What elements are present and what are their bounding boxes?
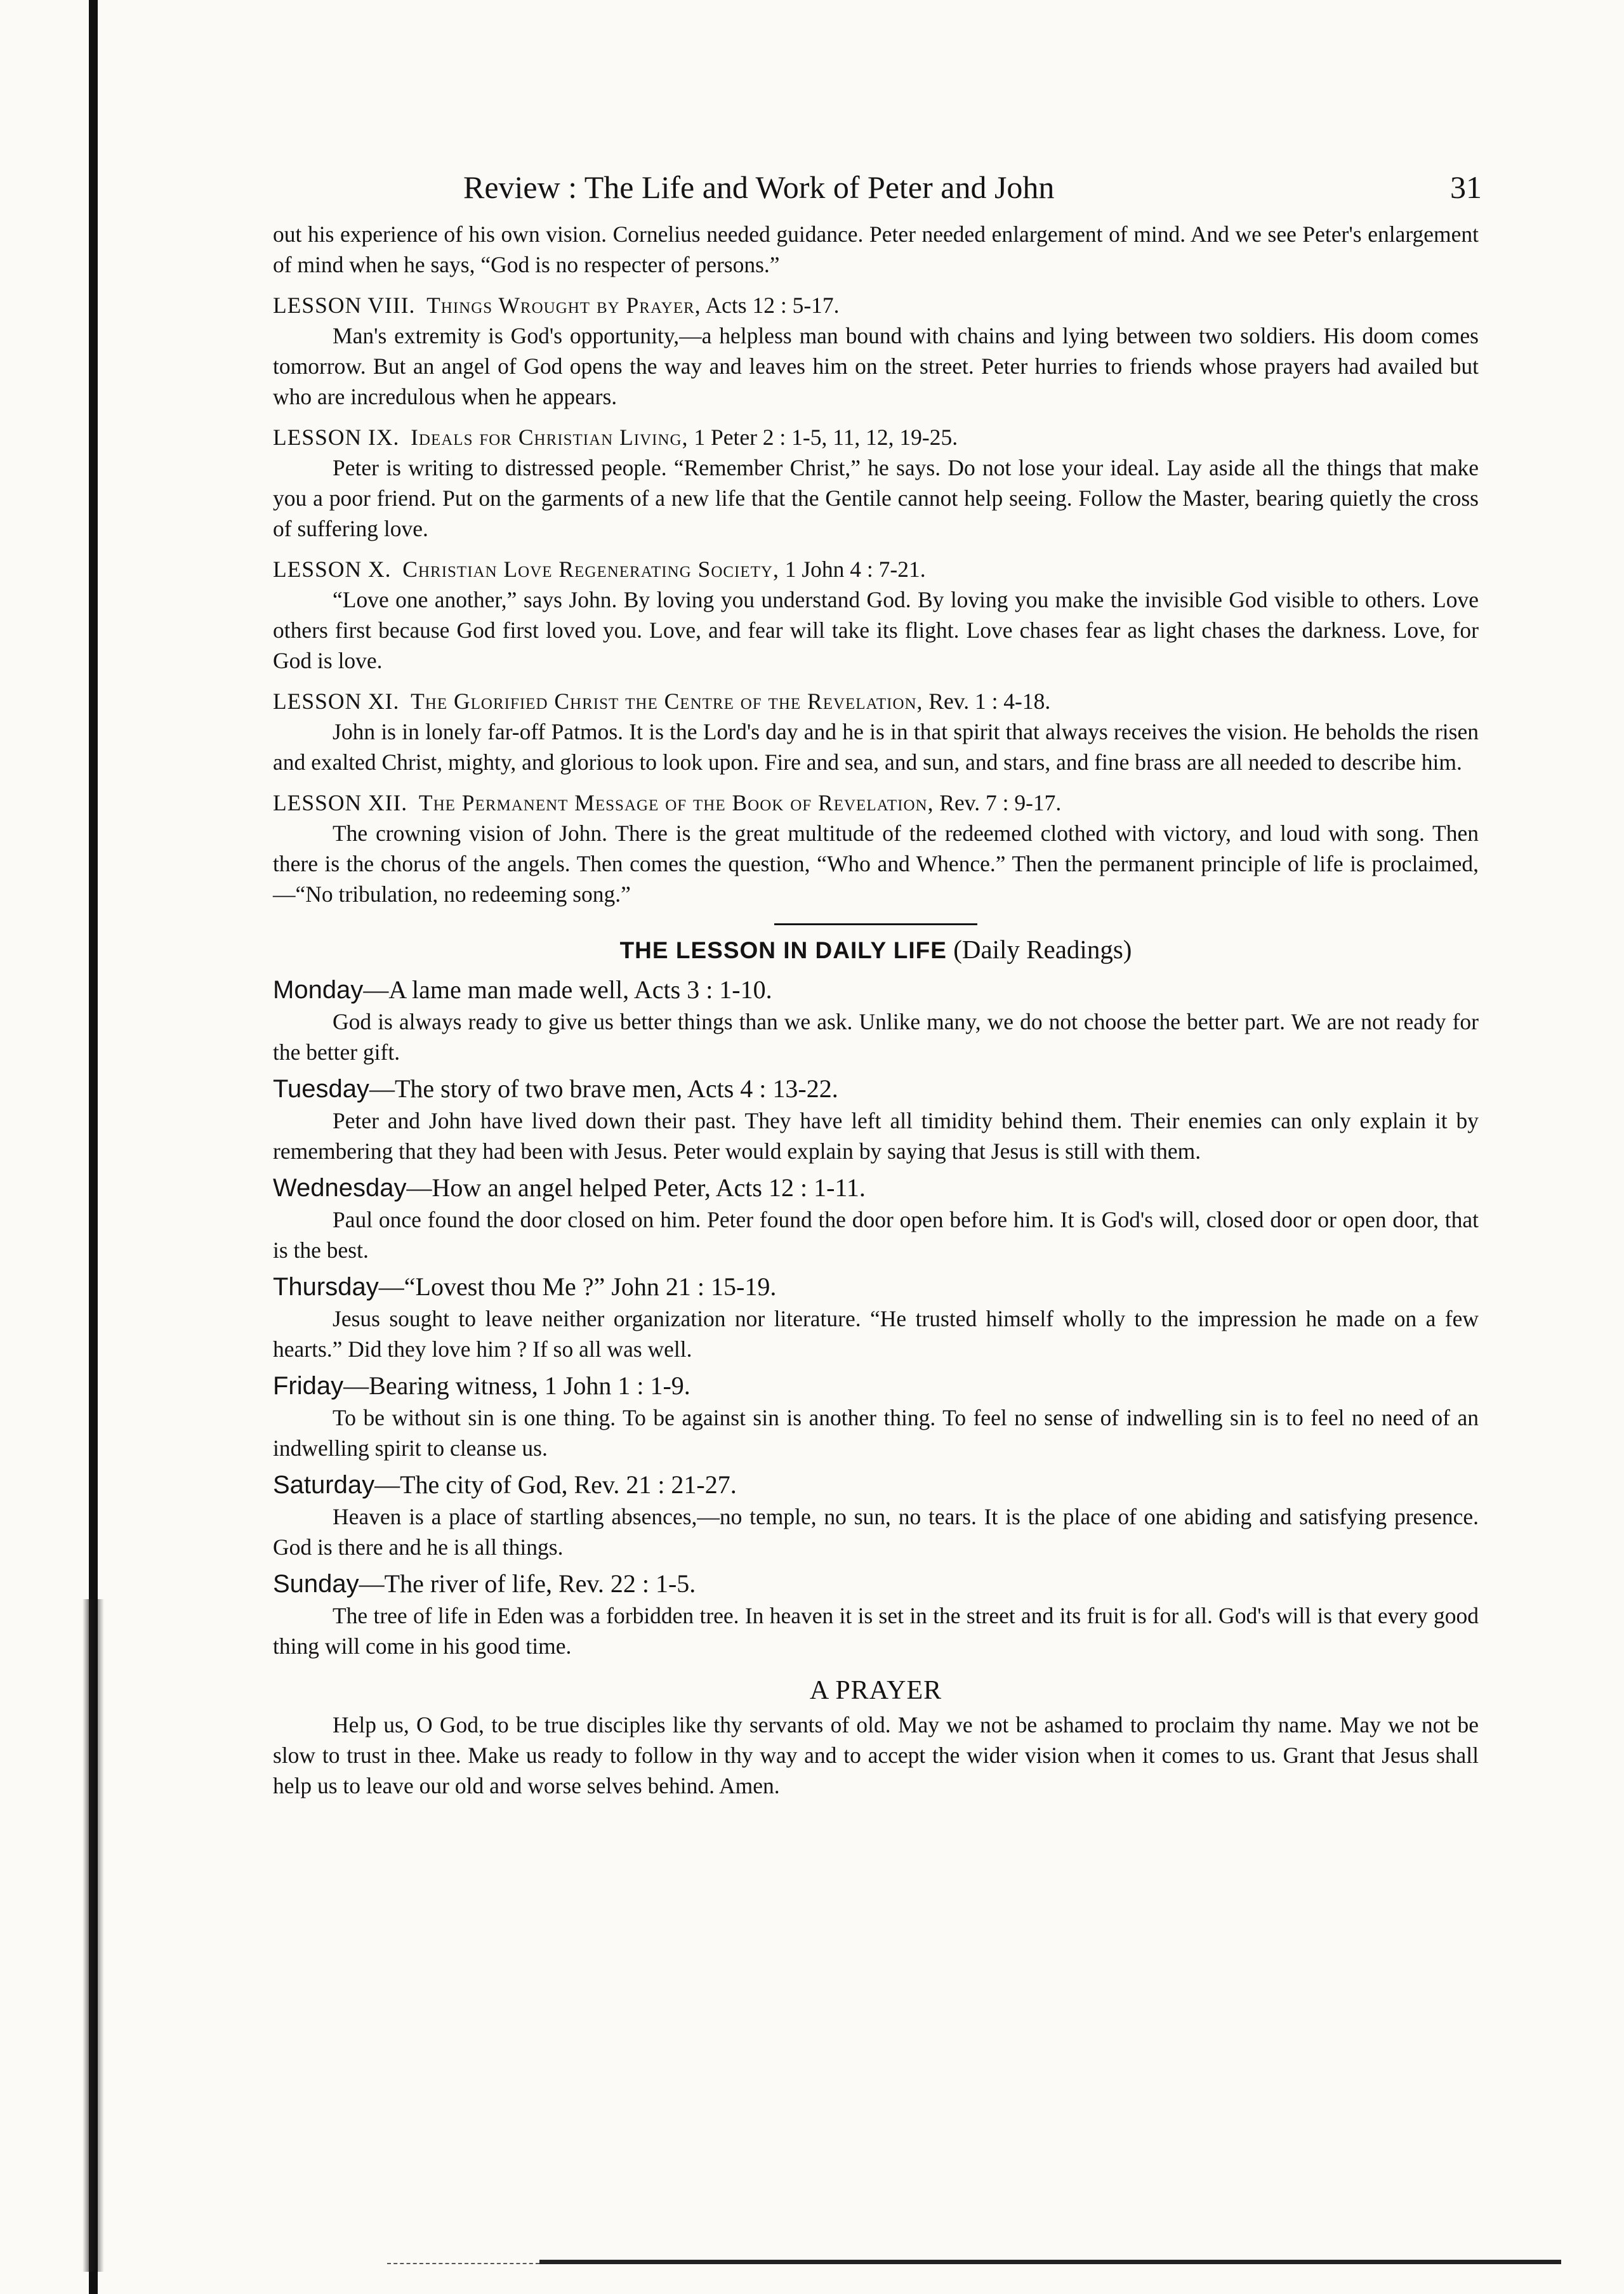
- day-heading: [273, 1567, 1479, 1600]
- lesson-text: John is in lonely far-off Patmos. It is the Lord's day and he is in that spirit that always receives the vision. He beholds the risen and exalted Christ, mighty, and glorious to look upon. Fire and sea, and sun, and stars, and fine brass are all needed to describe him.: [273, 719, 1479, 775]
- lesson-number: LESSON VIII.: [273, 293, 416, 318]
- day-text: God is always ready to give us better things than we ask. Unlike many, we do not choose the better part. We are not ready for the better gift.: [273, 1009, 1479, 1065]
- day-name: Wednesday: [273, 1174, 407, 1202]
- lesson-reference: 1 Peter 2 : 1-5, 11, 12, 19-25.: [694, 425, 958, 450]
- day-name: Sunday: [273, 1570, 359, 1598]
- prayer-text: Help us, O God, to be true disciples like thy servants of old. May we not be ashamed to proclaim thy name. May we not be slow to trust in thee. Make us ready to follow in thy way and to accept the wider vision when it comes to us. Grant that Jesus shall help us to leave our old and worse selves behind. Amen.: [273, 1712, 1479, 1798]
- binding-edge: [89, 0, 98, 2294]
- lesson-reference: Rev. 7 : 9-17.: [939, 790, 1062, 815]
- day-text: Peter and John have lived down their past. They have left all timidity behind them. Their enemies can only explain it by remembering that they had been with Jesus. Peter would explain by saying that Jesus is still with them.: [273, 1108, 1479, 1164]
- day-name: Monday: [273, 976, 364, 1004]
- lesson-reference: Acts 12 : 5-17.: [705, 293, 840, 318]
- lesson-text: Peter is writing to distressed people. “Remember Christ,” he says. Do not lose your ideal. Lay aside all the things that make you a poor friend. Put on the garments of a new life that the Gentile cannot help seeing. Follow the Master, bearing quietly the cross of suffering love.: [273, 455, 1479, 541]
- lesson-block-9: [273, 422, 1479, 544]
- lesson-heading: [273, 686, 1479, 716]
- day-heading: [273, 1468, 1479, 1501]
- day-name: Friday: [273, 1372, 344, 1400]
- lesson-topic: The Permanent Message of the Book of Revelation,: [418, 790, 934, 815]
- day-topic: —The river of life, Rev. 22 : 1-5.: [359, 1569, 696, 1598]
- day-heading: [273, 1171, 1479, 1204]
- day-name: Thursday: [273, 1273, 379, 1301]
- lesson-topic: The Glorified Christ the Centre of the Revelation,: [411, 689, 923, 714]
- lesson-block-12: [273, 788, 1479, 909]
- lesson-number: LESSON X.: [273, 557, 392, 582]
- lesson-text: The crowning vision of John. There is the great multitude of the redeemed clothed with victory, and loud with song. Then there is the chorus of the angels. Then comes the question, “Who and Whence.” Then the permanent principle of life is proclaimed,—“No tribulation, no redeeming song.”: [273, 821, 1479, 907]
- lesson-number: LESSON XII.: [273, 790, 408, 815]
- day-name: Saturday: [273, 1471, 375, 1499]
- day-heading: [273, 1072, 1479, 1105]
- opening-paragraph: out his experience of his own vision. Cornelius needed guidance. Peter needed enlargement of mind. And we see Peter's enlargement of mind when he says, “God is no respecter of persons.”: [273, 221, 1479, 277]
- daily-life-heading: [273, 932, 1479, 968]
- lesson-reference: Rev. 1 : 4-18.: [928, 689, 1051, 714]
- lesson-text: Man's extremity is God's opportunity,—a helpless man bound with chains and lying between two soldiers. His doom comes tomorrow. But an angel of God opens the way and leaves him on the street. Peter hurries to friends whose prayers had availed but who are incredulous when he appears.: [273, 323, 1479, 409]
- prayer-title: A PRAYER: [809, 1676, 942, 1705]
- day-text: To be without sin is one thing. To be against sin is another thing. To feel no sense of indwelling sin is to feel no need of an indwelling spirit to cleanse us.: [273, 1405, 1479, 1461]
- lesson-heading: [273, 554, 1479, 584]
- daily-reading-saturday: [273, 1468, 1479, 1562]
- day-heading: [273, 1369, 1479, 1402]
- day-text: Jesus sought to leave neither organization nor literature. “He trusted himself wholly to the impression he made on a few hearts.” Did they love him ? If so all was well.: [273, 1306, 1479, 1362]
- day-heading: [273, 973, 1479, 1006]
- daily-reading-wednesday: [273, 1171, 1479, 1265]
- daily-life-subtitle: (Daily Readings): [953, 935, 1132, 964]
- lesson-heading: [273, 422, 1479, 452]
- day-topic: —The story of two brave men, Acts 4 : 13-22.: [369, 1074, 838, 1103]
- bottom-rule: [539, 2260, 1561, 2264]
- day-topic: —How an angel helped Peter, Acts 12 : 1-11.: [406, 1173, 866, 1202]
- daily-reading-tuesday: [273, 1072, 1479, 1166]
- page-number: 31: [1450, 169, 1482, 205]
- daily-life-title: THE LESSON IN DAILY LIFE: [619, 937, 947, 963]
- day-heading: [273, 1270, 1479, 1303]
- running-head: [273, 162, 1482, 219]
- day-name: Tuesday: [273, 1075, 369, 1103]
- lesson-block-10: [273, 554, 1479, 676]
- lesson-number: LESSON IX.: [273, 425, 400, 450]
- day-topic: —A lame man made well, Acts 3 : 1-10.: [363, 975, 772, 1004]
- lesson-topic: Christian Love Regenerating Society,: [402, 557, 779, 582]
- section-divider: [774, 923, 977, 925]
- day-topic: —“Lovest thou Me ?” John 21 : 15-19.: [378, 1272, 777, 1301]
- lesson-reference: 1 John 4 : 7-21.: [784, 557, 926, 582]
- day-topic: —Bearing witness, 1 John 1 : 1-9.: [343, 1371, 690, 1400]
- lesson-block-11: [273, 686, 1479, 777]
- lesson-topic: Ideals for Christian Living,: [411, 425, 689, 450]
- daily-reading-thursday: [273, 1270, 1479, 1364]
- lesson-block-8: [273, 290, 1479, 412]
- daily-reading-monday: [273, 973, 1479, 1067]
- day-text: The tree of life in Eden was a forbidden tree. In heaven it is set in the street and its fruit is for all. God's will is that every good thing will come in his good time.: [273, 1603, 1479, 1659]
- daily-reading-friday: [273, 1369, 1479, 1463]
- lesson-topic: Things Wrought by Prayer,: [426, 293, 701, 318]
- daily-reading-sunday: [273, 1567, 1479, 1661]
- page-body: [273, 162, 1482, 1801]
- day-text: Heaven is a place of startling absences,—no temple, no sun, no tears. It is the place of one abiding and satisfying presence. God is there and he is all things.: [273, 1504, 1479, 1560]
- lesson-heading: [273, 788, 1479, 818]
- lesson-number: LESSON XI.: [273, 689, 400, 714]
- lesson-heading: [273, 290, 1479, 320]
- page-title: Review : The Life and Work of Peter and John: [463, 169, 1055, 205]
- lesson-text: “Love one another,” says John. By loving you understand God. By loving you make the invisible God visible to others. Love others first because God first loved you. Love, and fear will take its flight. Love chases fear as light chases the darkness. Love, for God is love.: [273, 587, 1479, 673]
- day-text: Paul once found the door closed on him. Peter found the door open before him. It is God's will, closed door or open door, that is the best.: [273, 1207, 1479, 1263]
- day-topic: —The city of God, Rev. 21 : 21-27.: [374, 1470, 737, 1499]
